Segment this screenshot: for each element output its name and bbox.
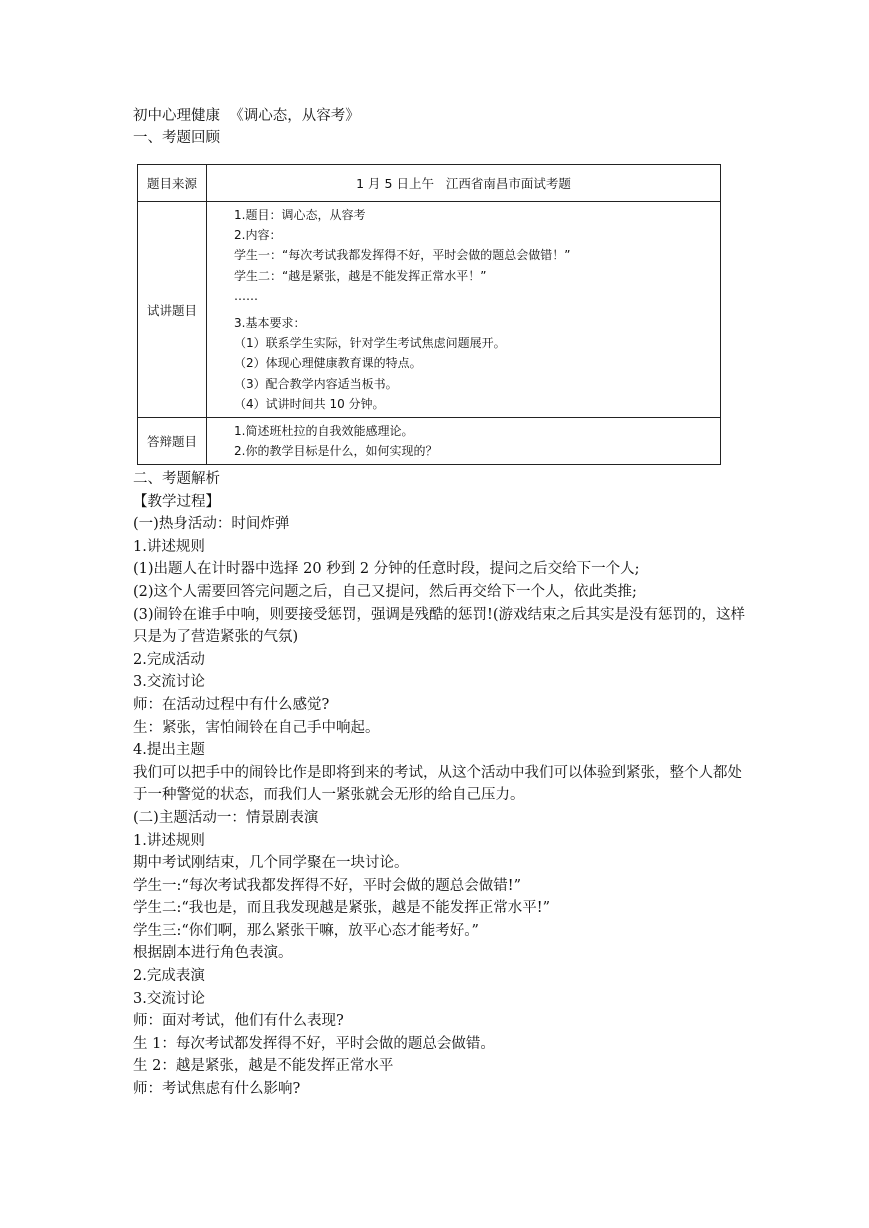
activity-heading: (一)热身活动：时间炸弹 [133,516,290,533]
table-line: 1.简述班杜拉的自我效能感理论。 [234,424,414,439]
table-line: 3.基本要求： [234,316,306,331]
lecture-topic-lines [207,202,720,417]
paragraph: 师：面对考试，他们有什么表现? [133,1013,344,1030]
paragraph: 师：在活动过程中有什么感觉? [133,696,330,713]
step-heading: 2.完成活动 [133,651,205,668]
table-line: 1.题目：调心态，从容考 [234,208,366,222]
paragraph: 生 2：越是紧张，越是不能发挥正常水平 [133,1058,394,1075]
table-line: 学生二：“越是紧张，越是不能发挥正常水平！” [234,268,487,283]
table-line: （4）试讲时间共 10 分钟。 [234,396,385,411]
paragraph: 生 1：每次考试都发挥得不好，平时会做的题总会做错。 [133,1035,495,1052]
step-heading: 3.交流讨论 [133,674,205,691]
paragraph: 师：考试焦虑有什么影响? [133,1081,301,1098]
exam-info-table [137,164,721,465]
section-heading-review: 一、考题回顾 [133,130,220,146]
paragraph: (1)出题人在计时器中选择 20 秒到 2 分钟的任意时段，提问之后交给下一个人; [133,561,640,578]
paragraph: 我们可以把手中的闹铃比作是即将到来的考试，从这个活动中我们可以体验到紧张，整个人都处于一种警觉的状态，而我们人一紧张就会无形的给自己压力。 [133,764,742,804]
table-key-cell: 题目来源 [138,165,207,202]
table-key-cell: 答辩题目 [138,418,207,465]
paragraph: 根据剧本进行角色表演。 [133,945,293,962]
document-title: 初中心理健康 《调心态，从容考》 [133,108,360,124]
defense-question-lines [207,418,720,464]
section-heading-analysis: 二、考题解析 [133,471,220,487]
paragraph: 学生三:“你们啊，那么紧张干嘛，放平心态才能考好。” [133,922,479,939]
line-gap [234,306,720,313]
table-row [138,202,721,418]
table-value-cell [207,165,721,202]
table-line: …… [234,288,258,303]
analysis-body [133,468,753,1101]
paragraph: 学生二:“我也是，而且我发现越是紧张，越是不能发挥正常水平!” [133,900,551,917]
teaching-process-heading: 【教学过程】 [133,493,220,510]
paragraph: (2)这个人需要回答完问题之后，自己又提问，然后再交给下一个人，依此类推; [133,583,637,600]
paragraph: 期中考试刚结束，几个同学聚在一块讨论。 [133,855,409,872]
table-line: （2）体现心理健康教育课的特点。 [234,356,422,371]
step-heading: 1.讲述规则 [133,538,205,555]
table-value-cell [207,202,721,418]
step-heading: 1.讲述规则 [133,832,205,849]
table-line: 2.内容： [234,228,282,243]
exam-source-text: 1 月 5 日上午 江西省南昌市面试考题 [356,176,571,191]
table-value-cell [207,418,721,465]
activity-heading: (二)主题活动一：情景剧表演 [133,809,319,826]
table-row [138,165,721,202]
table-line: 学生一：“每次考试我都发挥得不好，平时会做的题总会做错！” [234,248,571,263]
table-line: （1）联系学生实际，针对学生考试焦虑问题展开。 [234,336,506,351]
step-heading: 3.交流讨论 [133,990,205,1007]
table-line: （3）配合教学内容适当板书。 [234,376,398,391]
step-heading: 4.提出主题 [133,742,205,759]
paragraph: 生：紧张，害怕闹铃在自己手中响起。 [133,719,380,736]
table-key-cell: 试讲题目 [138,202,207,418]
paragraph: (3)闹铃在谁手中响，则要接受惩罚，强调是残酷的惩罚!(游戏结束之后其实是没有惩罚的，这样只是为了营造紧张的气氛) [133,606,746,646]
table-line: 2.你的教学目标是什么，如何实现的？ [234,444,438,459]
step-heading: 2.完成表演 [133,968,205,985]
table-row [138,418,721,465]
paragraph: 学生一:“每次考试我都发挥得不好，平时会做的题总会做错!” [133,877,522,894]
